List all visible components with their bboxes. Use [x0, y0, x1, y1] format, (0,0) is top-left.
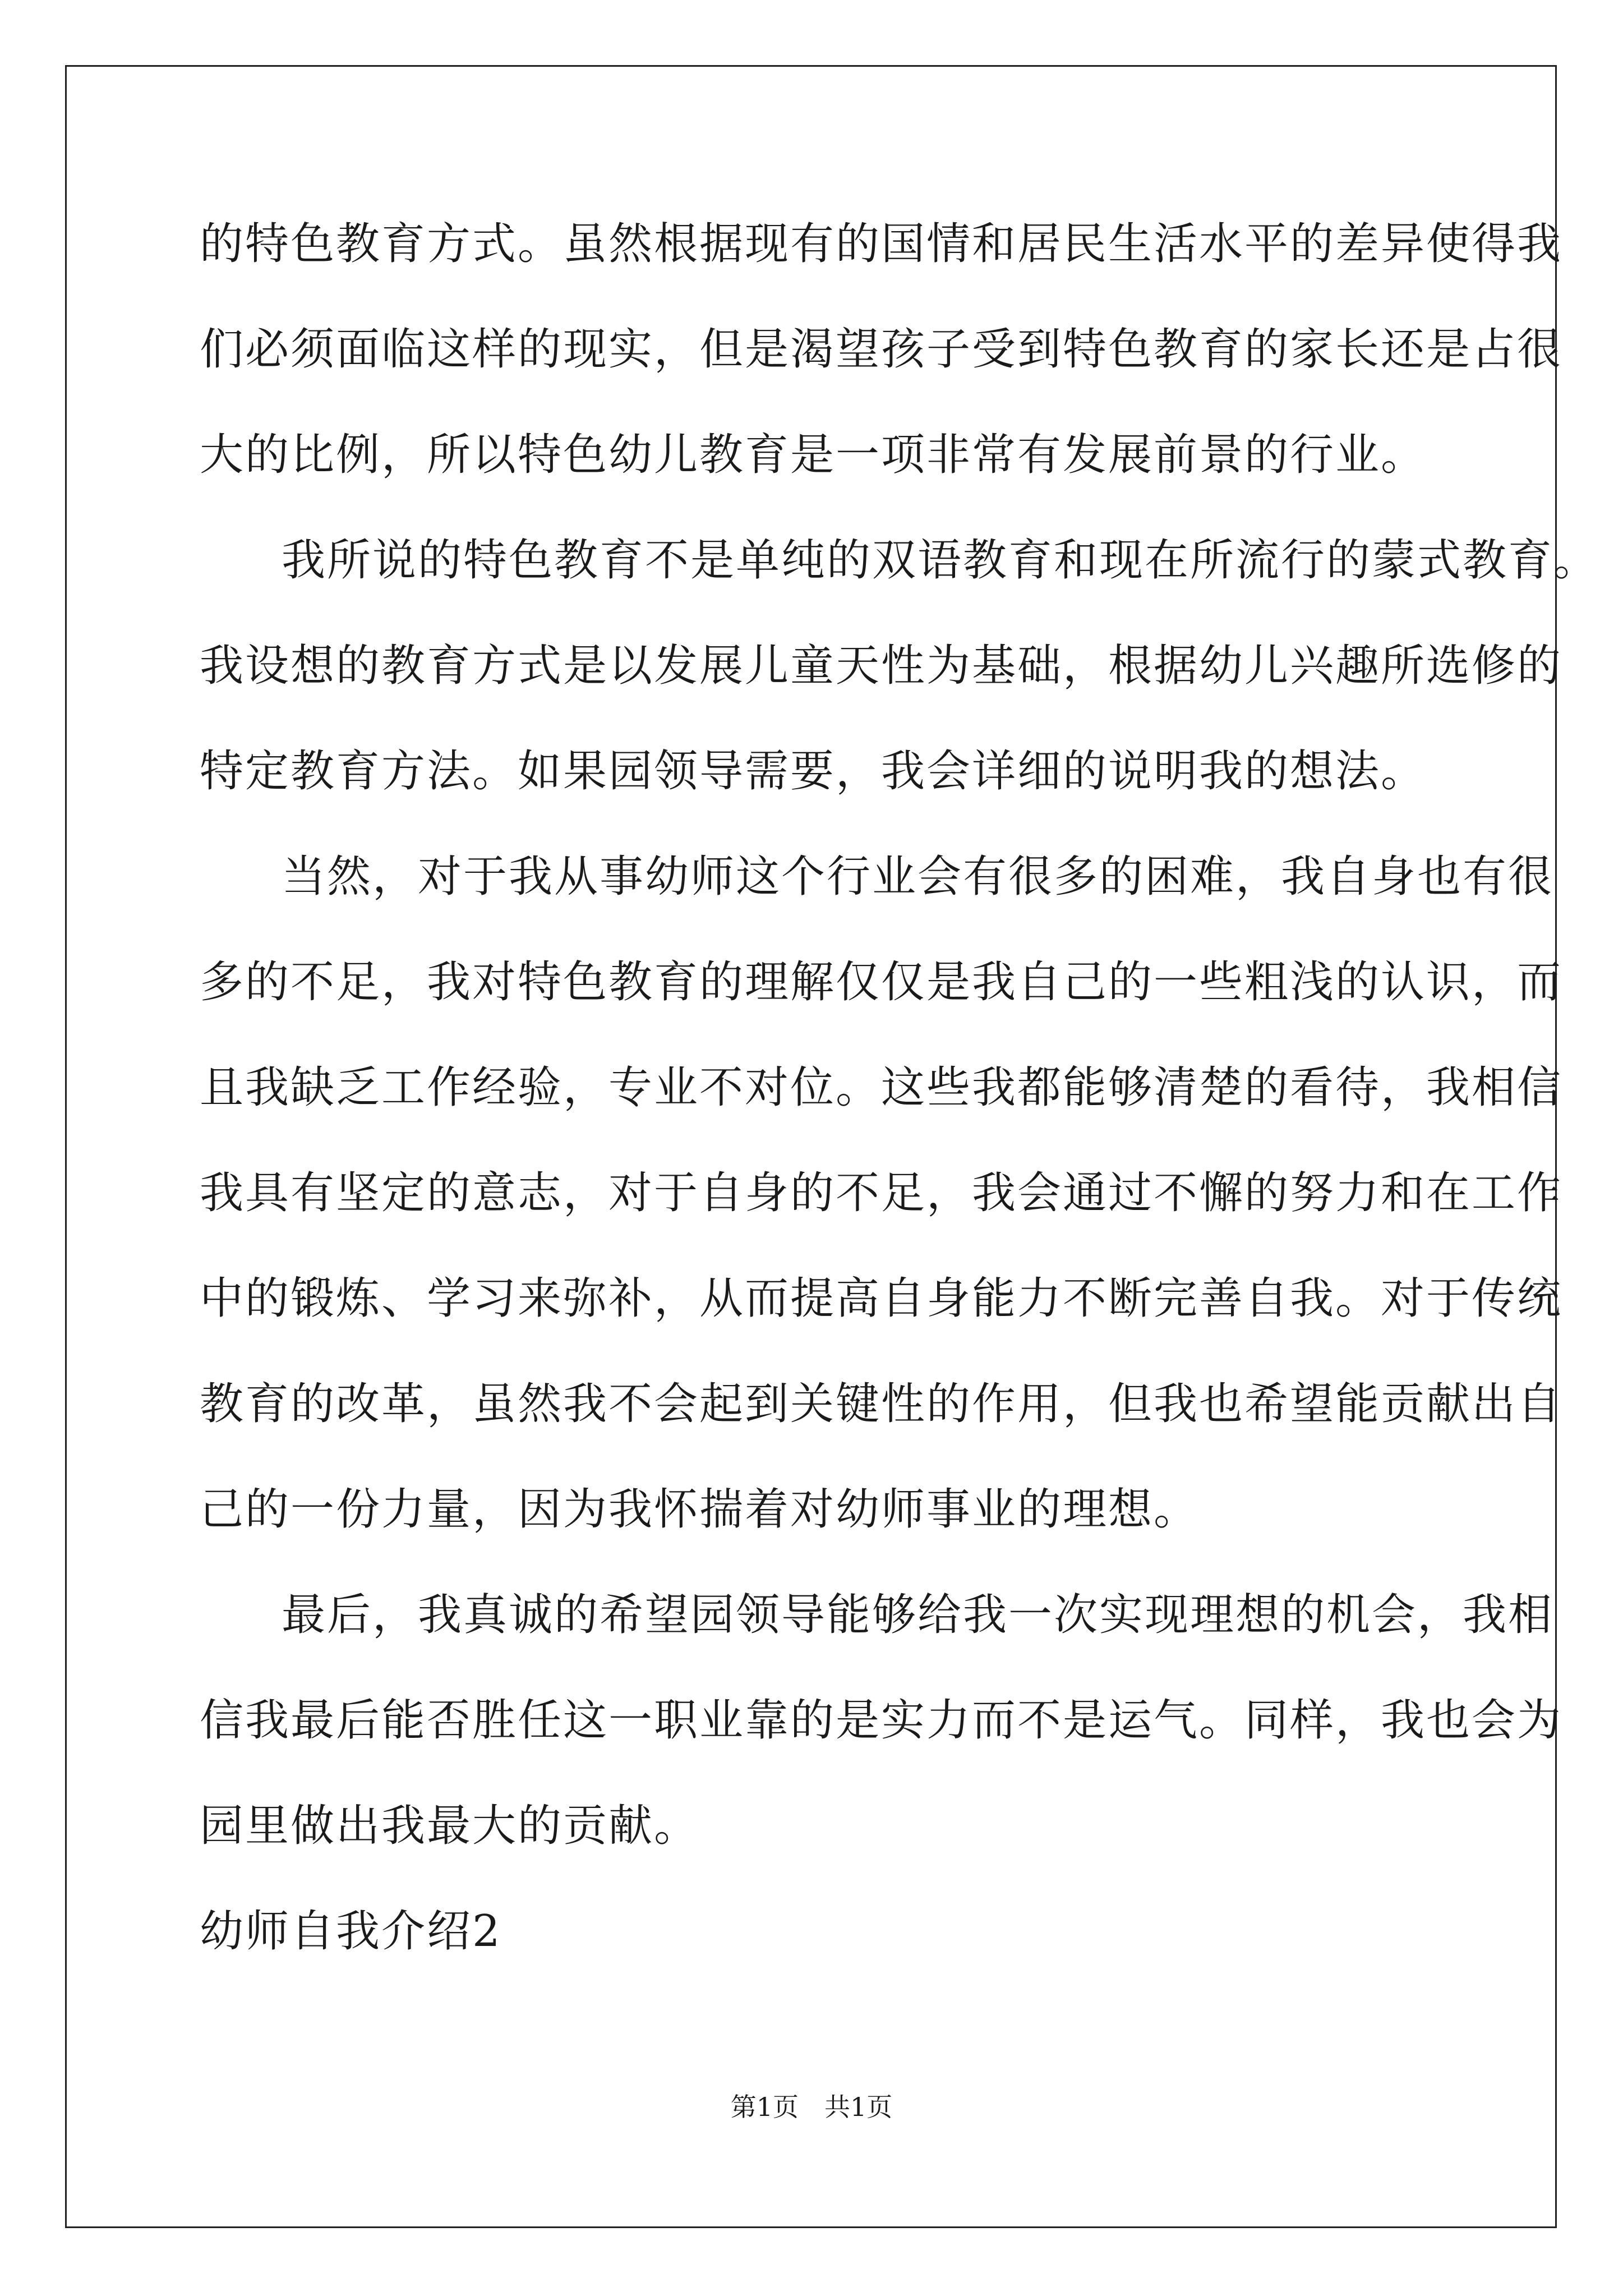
page-footer	[0, 2090, 1623, 2124]
text-line: 的特色教育方式。虽然根据现有的国情和居民生活水平的差异使得我	[200, 219, 1563, 269]
text-line: 且我缺乏工作经验，专业不对位。这些我都能够清楚的看待，我相信	[200, 1062, 1563, 1113]
text-line: 己的一份力量，因为我怀揣着对幼师事业的理想。	[200, 1484, 1200, 1535]
text-line: 多的不足，我对特色教育的理解仅仅是我自己的一些粗浅的认识，而	[200, 957, 1563, 1007]
text-line: 我设想的教育方式是以发展儿童天性为基础，根据幼儿兴趣所选修的	[200, 641, 1563, 691]
text-line: 我具有坚定的意志，对于自身的不足，我会通过不懈的努力和在工作	[200, 1168, 1563, 1218]
paragraph-3	[200, 846, 1563, 1584]
text-line: 当然，对于我从事幼师这个行业会有很多的困难，我自身也有很	[282, 852, 1554, 902]
paragraph-4	[200, 1584, 1563, 1901]
page-number: 第1页	[730, 2092, 799, 2122]
text-line: 教育的改革，虽然我不会起到关键性的作用，但我也希望能贡献出自	[200, 1379, 1563, 1429]
text-line: 最后，我真诚的希望园领导能够给我一次实现理想的机会，我相	[282, 1590, 1554, 1640]
text-line: 大的比例，所以特色幼儿教育是一项非常有发展前景的行业。	[200, 430, 1427, 480]
text-line: 中的锻炼、学习来弥补，从而提高自身能力不断完善自我。对于传统	[200, 1273, 1563, 1324]
text-line: 我所说的特色教育不是单纯的双语教育和现在所流行的蒙式教育。	[282, 535, 1599, 586]
text-line: 们必须面临这样的现实，但是渴望孩子受到特色教育的家长还是占很	[200, 324, 1563, 375]
document-body	[200, 213, 1599, 2006]
section-heading: 幼师自我介绍2	[200, 1906, 502, 1957]
text-line: 特定教育方法。如果园领导需要，我会详细的说明我的想法。	[200, 746, 1427, 797]
paragraph-1	[200, 213, 1563, 530]
paragraph-2	[200, 530, 1599, 846]
page-total: 共1页	[824, 2092, 893, 2122]
text-line: 园里做出我最大的贡献。	[200, 1801, 700, 1851]
text-line: 信我最后能否胜任这一职业靠的是实力而不是运气。同样，我也会为	[200, 1695, 1563, 1746]
